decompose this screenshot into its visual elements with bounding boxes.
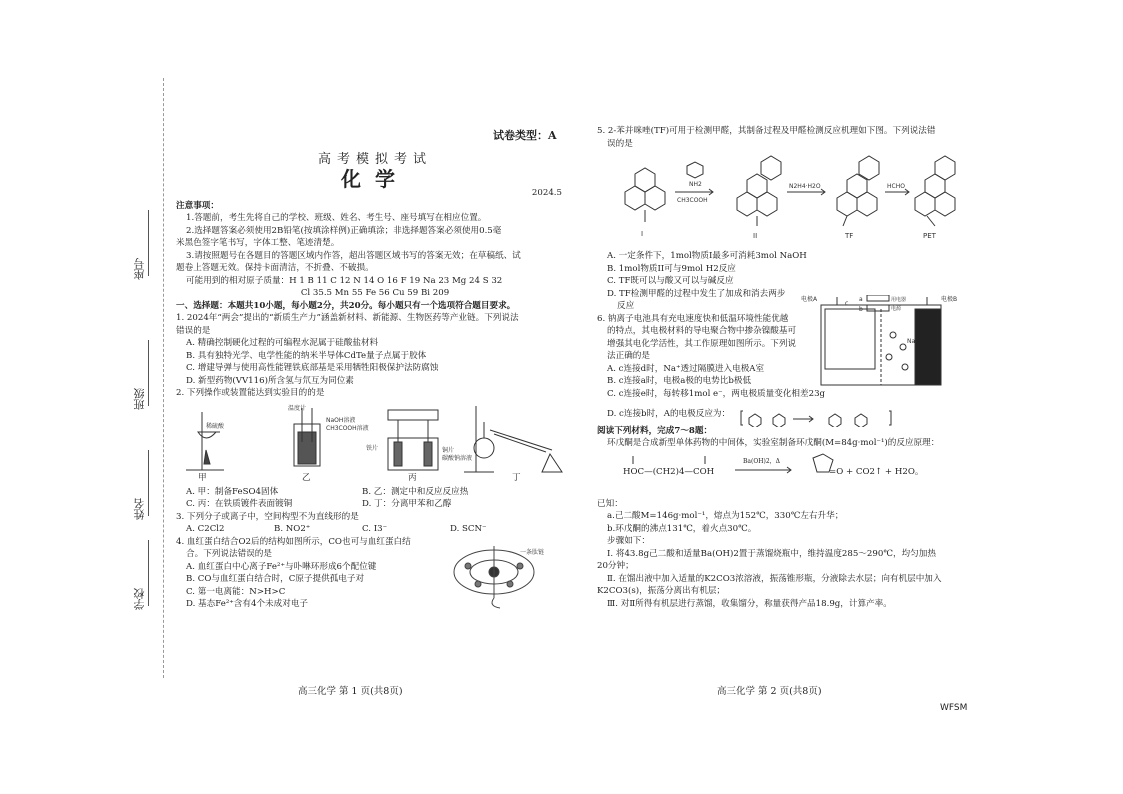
switch-b-label: b (859, 305, 863, 313)
reagent-hydrazine: N2H4·H2O (789, 183, 821, 190)
fig-label-jia: 甲 (198, 472, 207, 483)
known-a: a.己二酸M=146g·mol⁻¹，熔点为152℃，330℃左右升华； (607, 511, 844, 521)
q4-option-a: A. 血红蛋白中心离子Fe²⁺与卟啉环形成6个配位键 (186, 561, 377, 572)
q2-options-row-2 (176, 498, 574, 511)
peptide-chain-label: 一条肽链 (520, 548, 544, 556)
atomic-masses: 可能用到的相对原子质量：H 1 B 11 C 12 N 14 O 16 F 19 Na 23 Mg 24 S 32 (186, 275, 503, 286)
q5-option-a: A. 一定条件下，1mol物质I最多可消耗3mol NaOH (607, 251, 807, 261)
class-label: 班级 (132, 340, 149, 410)
q6-stem-cont: 的特点，其电极材料的导电聚合物中掺杂镍酸基可 (607, 326, 797, 336)
q2-stem: 2. 下列操作或装置能达到实验目的的是 (176, 388, 325, 398)
q6-option-c: C. c连接e时，每转移1mol e⁻，两电极质量变化相差23g (607, 388, 826, 399)
exam-title: 高考模拟考试 (317, 152, 432, 167)
reagent-aniline: NH2 (689, 181, 702, 188)
q2-options-row-1 (176, 486, 574, 499)
notice-item: 米黑色签字笔书写，字体工整、笔迹清楚。 (176, 238, 340, 248)
q5-option-d-cont: 反应 (617, 301, 635, 311)
q3-option-d: D. SCN⁻ (450, 524, 487, 534)
known-heading: 已知： (597, 498, 623, 509)
q4-option-d: D. 基态Fe²⁺含有4个未成对电子 (186, 599, 309, 609)
apparatus-yi (294, 408, 320, 466)
q6-stem-cont: 增强其电化学活性，其工作原理如图所示。下列说 (607, 338, 797, 349)
q2-option-d: D. 丁：分离甲苯和乙醇 (362, 499, 452, 509)
q3-option-a: A. C2Cl2 (186, 524, 225, 534)
name-blank[interactable] (148, 450, 149, 516)
apparatus-jia (186, 412, 224, 470)
electrode-reaction-structure (739, 409, 899, 427)
q5-reaction-scheme (597, 152, 967, 248)
reagent-formaldehyde: HCHO (887, 183, 905, 190)
fig-label-bing: 丙 (408, 472, 417, 483)
q1-option-a: A. 精确控制硬化过程的可编程水泥属于硅酸盐材料 (186, 338, 379, 348)
q4-stem: 4. 血红蛋白结合O2后的结构如图所示，CO也可与血红蛋白结 (176, 536, 411, 547)
section-heading: 一、选择题：本题共10小题，每小题2分，共20分。每小题只有一个选项符合题目要求。 (176, 300, 516, 311)
yi-label-3: 温度计 (288, 404, 307, 412)
step-3: Ⅲ. 对Ⅱ所得有机层进行蒸馏，收集馏分，称量获得产品18.9g，计算产率。 (607, 598, 892, 609)
apparatus-bing (388, 410, 438, 470)
seat-number-label: 座号 (132, 210, 149, 280)
school-label: 学校 (132, 540, 149, 610)
paper-type: 试卷类型：A (493, 129, 557, 142)
q2-option-c: C. 丙：在铁质镀件表面镀铜 (186, 499, 293, 509)
reading-intro: 阅读下列材料，完成7～8题： (597, 425, 713, 436)
atomic-masses-cont: Cl 35.5 Mn 55 Fe 56 Cu 59 Bi 209 (300, 288, 450, 298)
compound-i-label: I (641, 230, 644, 238)
appliance-label: 用电器 (891, 296, 907, 303)
q6-option-d: D. c连接b时，A的电极反应为： (607, 409, 731, 419)
q4-stem-cont: 合。下列说法错误的是 (186, 549, 272, 559)
electrode-a-label: 电极A (801, 295, 818, 303)
bing-label-3: 碳酸钠溶液 (442, 454, 473, 462)
steps-heading: 步骤如下： (607, 536, 650, 546)
q3-stem: 3. 下列分子或离子中，空间构型不为直线形的是 (176, 511, 359, 522)
bing-label-1: 铁片 (366, 444, 379, 452)
reaction-scheme-drawing (597, 152, 967, 248)
q5-option-c: C. TF既可以与酸又可以与碱反应 (607, 276, 734, 286)
seat-number-blank[interactable] (148, 210, 149, 276)
q4-option-b: B. CO与血红蛋白结合时，C原子提供孤电子对 (186, 574, 365, 584)
cyclopentanone-reaction (597, 452, 967, 496)
notice-item: 1.答题前，考生先将自己的学校、班级、姓名、考生号、座号填写在相应位置。 (186, 213, 487, 223)
q5-option-d: D. TF检测甲醛的过程中发生了加成和消去两步 (607, 288, 786, 299)
sodium-battery-figure (797, 295, 965, 389)
reaction-reactant: HOC—(CH2)4—COH (623, 466, 715, 477)
page-2-footer: 高三化学 第 2 页(共8页) (717, 686, 822, 697)
notice-heading: 注意事项： (176, 200, 219, 211)
switch-a-label: a (859, 295, 863, 303)
notice-item: 3.请按照题号在各题目的答题区域内作答，超出答题区域书写的答案无效；在草稿纸、试 (186, 250, 521, 261)
step-2-cont: K2CO3(s)，振荡分离出有机层； (597, 586, 726, 596)
q6-option-b: B. c连接a时，电极a极的电势比b极低 (607, 376, 752, 386)
name-label: 姓名 (132, 450, 149, 520)
fig-label-yi: 乙 (302, 472, 311, 483)
bing-label-2: 铜片 (442, 446, 455, 454)
jia-label: 稀硫酸 (206, 422, 225, 430)
compound-ii-label: II (753, 232, 758, 240)
class-blank[interactable] (148, 340, 149, 406)
power-source-label: 电源 (891, 305, 902, 312)
q5-stem-cont: 误的是 (607, 138, 633, 149)
fig-label-ding: 丁 (512, 472, 521, 483)
q1-stem-cont: 错误的是 (176, 325, 211, 336)
watermark-code: WFSM (940, 703, 968, 713)
notice-item: 2.选择题答案必须使用2B铅笔(按填涂样例)正确填涂；非选择题答案必须使用0.5毫 (186, 225, 502, 236)
q5-stem: 5. 2-苯并咪唑(TF)可用于检测甲醛，其制备过程及甲醛检测反应机理如下图。下列说法错 (597, 126, 936, 136)
switch-c-label: c (845, 299, 849, 307)
sodium-ion-label: Na (907, 337, 916, 345)
q1-option-b: B. 具有独特光学、电学性能的纳米半导体CdTe量子点属于胶体 (186, 350, 427, 361)
page-2 (597, 125, 967, 610)
q2-apparatus-figure (176, 402, 574, 484)
notice-item: 题卷上答题无效。保持卡面清洁，不折叠、不破损。 (176, 263, 374, 273)
reaction-product: =O + CO2↑ + H2O。 (829, 466, 924, 477)
q4-block (176, 536, 574, 611)
known-b: b.环戊酮的沸点131℃，着火点30℃。 (607, 523, 757, 534)
electrode-b-label: 电极B (941, 295, 958, 303)
step-2: Ⅱ. 在馏出液中加入适量的K2CO3浓溶液，振荡锥形瓶，分液除去水层；向有机层中加入 (607, 573, 942, 584)
q1-stem: 1. 2024年“两会”提出的“新质生产力”涵盖新材料、新能源、生物医药等产业链。下列说法 (176, 313, 519, 323)
reagent-acetic-acid: CH3COOH (677, 197, 708, 204)
subject-title: 化学 (341, 166, 409, 191)
exam-date: 2024.5 (531, 188, 562, 198)
q1-option-d: D. 新型药物(VV116)所含氢与氘互为同位素 (186, 375, 354, 386)
reaction-condition: Ba(OH)2，Δ (743, 457, 780, 465)
yi-label-2: CH3COOH溶液 (326, 424, 369, 432)
apparatus-ding (464, 406, 562, 472)
school-blank[interactable] (148, 540, 149, 606)
page-1-footer: 高三化学 第 1 页(共8页) (298, 686, 403, 697)
yi-label-1: NaOH溶液 (326, 416, 356, 424)
q3-option-c: C. I3⁻ (362, 524, 388, 534)
q2-option-b: B. 乙：测定中和反应反应热 (362, 486, 469, 497)
q3-options (176, 523, 574, 536)
binding-strip (0, 0, 170, 794)
q2-option-a: A. 甲：制备FeSO4固体 (186, 486, 279, 497)
q6-block (597, 295, 967, 421)
q3-option-b: B. NO2⁺ (274, 524, 311, 534)
reading-line: 环戊酮是合成新型单体药物的中间体，实验室制备环戊酮(M=84g·mol⁻¹)的反应原理： (607, 438, 940, 448)
q4-option-c: C. 第一电离能：N>H>C (186, 586, 286, 597)
compound-tf-label: TF (845, 232, 854, 240)
step-1: Ⅰ. 将43.8g己二酸和适量Ba(OH)2置于蒸馏烧瓶中，维持温度285～290℃，均匀加热 (607, 548, 936, 559)
q6-option-a: A. c连接d时，Na⁺透过隔膜进入电极A室 (607, 363, 765, 374)
step-1-cont: 20分钟； (597, 561, 634, 571)
q1-option-c: C. 增建导弹与使用高性能锂铁底部基是采用牺牲阳极保护法防腐蚀 (186, 363, 439, 373)
compound-pet-label: PET (923, 232, 936, 240)
page-1 (176, 110, 574, 611)
binding-dashed-line (163, 78, 164, 678)
q6-stem: 6. 钠离子电池具有充电速度快和低温环境性能优越 (597, 313, 789, 324)
q5-option-b: B. 1mol物质II可与9mol H2反应 (607, 263, 736, 274)
q6-stem-cont: 法正确的是 (607, 351, 650, 361)
hemoglobin-figure (448, 538, 544, 612)
